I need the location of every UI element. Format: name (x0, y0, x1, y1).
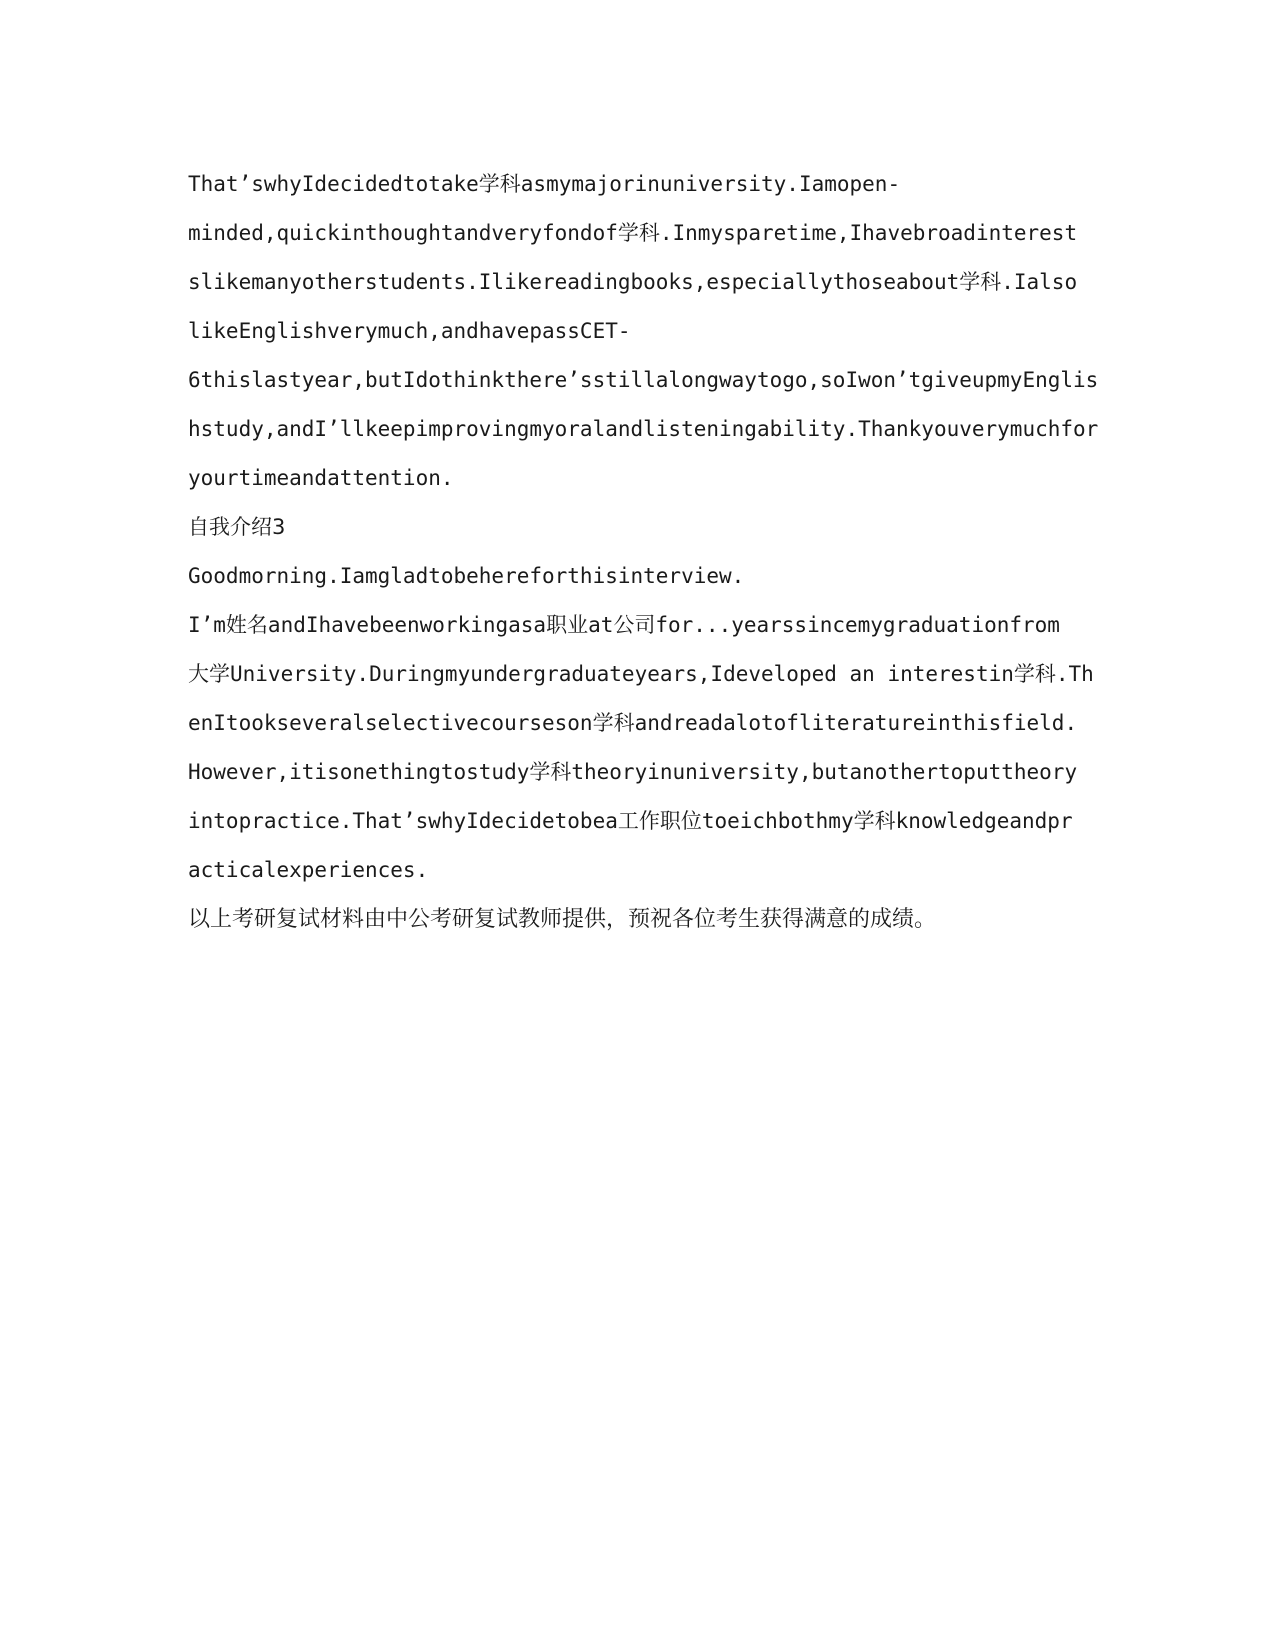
text-line: 6thislastyear,butIdothinkthere’sstillalongwaytogo,soIwon’tgiveupmyEnglis (188, 368, 1099, 392)
text-line: yourtimeandattention. (188, 466, 454, 490)
section-heading: 自我介绍3 (188, 515, 286, 539)
text-line: enItookseveralselectivecourseson学科andreadalotofliteratureinthisfield. (188, 711, 1078, 735)
text-line: slikemanyotherstudents.Ilikereadingbooks,especiallythoseabout学科.Ialso (188, 270, 1078, 294)
text-line: likeEnglishverymuch,andhavepassCET- (188, 319, 631, 343)
text-line: That’swhyIdecidedtotake学科asmymajorinuniversity.Iamopen- (188, 172, 901, 196)
text-line: minded,quickinthoughtandveryfondof学科.Inmysparetime,Ihavebroadinterest (188, 221, 1078, 245)
text-line: I’m姓名andIhavebeenworkingasa职业at公司for...yearssincemygraduationfrom (188, 613, 1060, 637)
text-line: intopractice.That’swhyIdecidetobea工作职位toeichbothmy学科knowledgeandpr (188, 809, 1073, 833)
text-line: hstudy,andI’llkeepimprovingmyoralandlisteningability.Thankyouverymuchfor (188, 417, 1099, 441)
text-line: 大学University.Duringmyundergraduateyears,Ideveloped an interestin学科.Th (188, 662, 1094, 686)
closing-note: 以上考研复试材料由中公考研复试教师提供，预祝各位考生获得满意的成绩。 (188, 907, 937, 932)
document-body (188, 160, 1099, 944)
text-line: However,itisonethingtostudy学科theoryinuniversity,butanothertoputtheory (188, 760, 1078, 784)
text-line: acticalexperiences. (188, 858, 429, 882)
text-line: Goodmorning.Iamgladtobehereforthisinterview. (188, 564, 745, 588)
